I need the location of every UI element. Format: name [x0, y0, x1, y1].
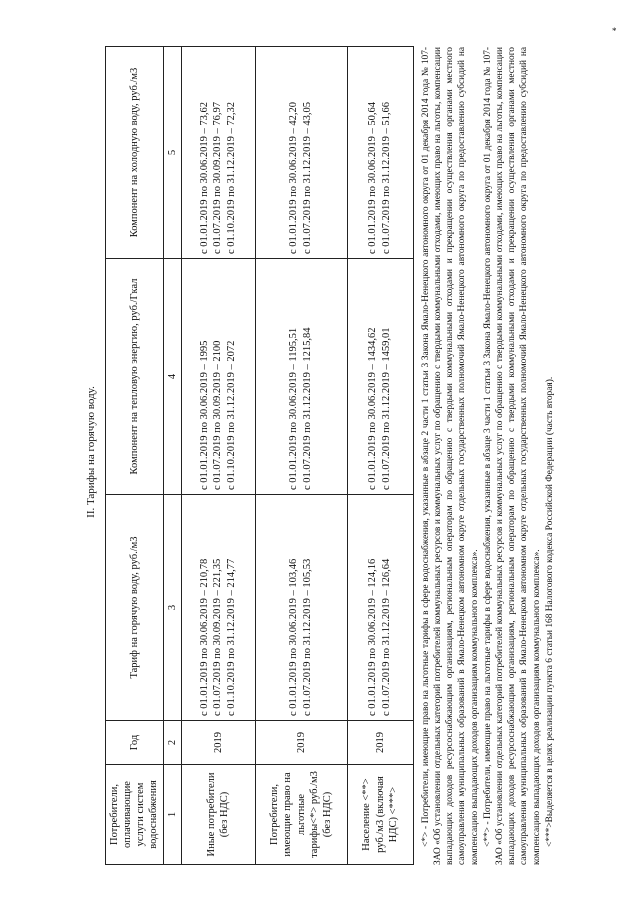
value-line: с 01.01.2019 по 30.06.2019 – 73,62 [198, 101, 210, 254]
cold-water-cell [255, 47, 347, 259]
cold-water-cell [347, 47, 413, 259]
value-line: с 01.10.2019 по 31.12.2019 – 72,32 [225, 101, 237, 254]
value-line: с 01.07.2019 по 31.12.2019 – 105,53 [302, 558, 314, 716]
value-line: с 01.07.2019 по 30.09.2019 – 2100 [212, 340, 224, 490]
column-number: 4 [163, 259, 181, 495]
consumer-cell: Население <**> руб./м3 (включая НДС) <***> [347, 765, 413, 865]
value-line: с 01.01.2019 по 30.06.2019 – 210,78 [198, 558, 210, 716]
rotated-content [85, 37, 555, 867]
value-line: с 01.01.2019 по 30.06.2019 – 103,46 [288, 558, 300, 716]
footnotes [420, 47, 556, 865]
value-line: с 01.01.2019 по 30.06.2019 – 50,64 [367, 101, 379, 254]
column-number: 3 [163, 495, 181, 721]
heat-cell [181, 259, 255, 495]
value-line: с 01.07.2019 по 31.12.2019 – 43,05 [302, 101, 314, 254]
header-hot-water: Тариф на горячую воду, руб./м3 [106, 495, 164, 721]
table-row [181, 47, 255, 865]
column-number: 5 [163, 47, 181, 259]
footnote: <***>Выделяется в целях реализации пункта 6 статьи 168 Налогового кодекса Российской Федерации (часть вторая). [544, 376, 555, 847]
value-line: с 01.07.2019 по 31.12.2019 – 1215,84 [302, 327, 314, 490]
column-number: 2 [163, 721, 181, 765]
tariffs-table [105, 46, 414, 865]
hot-water-cell [255, 495, 347, 721]
value-line: с 01.07.2019 по 30.09.2019 – 221,35 [212, 558, 224, 716]
consumer-cell: Иные потребители (без НДС) [181, 765, 255, 865]
section-title: II. Тарифы на горячую воду. [85, 386, 97, 518]
value-line: с 01.07.2019 по 31.12.2019 – 51,66 [381, 101, 393, 254]
value-line: с 01.01.2019 по 30.06.2019 – 1434,62 [367, 327, 379, 490]
header-consumer: Потребители, оплачивающие услуги систем водоснабжения [106, 765, 164, 865]
hot-water-cell [181, 495, 255, 721]
header-cold-water: Компонент на холодную воду, руб./м3 [106, 47, 164, 259]
header-heat: Компонент на тепловую энергию, руб./Гкал [106, 259, 164, 495]
value-line: с 01.07.2019 по 31.12.2019 – 1459,01 [381, 327, 393, 490]
heat-cell [347, 259, 413, 495]
value-line: с 01.01.2019 по 30.06.2019 – 42,20 [288, 101, 300, 254]
year-cell: 2019 [181, 721, 255, 765]
header-row [106, 47, 164, 865]
column-number: 1 [163, 765, 181, 865]
consumer-cell: Потребители, имеющие право на льготные тарифы<*> руб./м3 (без НДС) [255, 765, 347, 865]
table-row [255, 47, 347, 865]
cold-water-cell [181, 47, 255, 259]
footnote: <*> - Потребители, имеющие право на льготные тарифы в сфере водоснабжения, указанные в абзаце 2 части 1 статьи 3 Закона Ямало-Ненецкого автономного округа от 01 декабря 2014 года № 107-ЗАО «Об установлении отдельных категорий потребителей коммунальных ресурсов и коммунальных услуг по обращению с твердыми коммунальными отходами, имеющих право на льготы, компенсации выпадающих доходов ресурсоснабжающим организациям, региональным операторам по обращению с твердыми коммунальными отходами и прекращении осуществления органами местного самоуправления муниципальных образований в Ямало-Ненецком автономном округе отдельных государственных полномочий Ямало-Ненецкого автономного округа по предоставлению субсидий на компенсацию выпадающих доходов организациям коммунального комплекса». [420, 47, 480, 865]
hot-water-cell [347, 495, 413, 721]
year-cell: 2019 [255, 721, 347, 765]
footnote: <**> - Потребители, имеющие право на льготные тарифы в сфере водоснабжения, указанные в абзаце 3 части 1 статьи 3 Закона Ямало-Ненецкого автономного округа от 01 декабря 2014 года № 107-ЗАО «Об установлении отдельных категорий потребителей коммунальных ресурсов и коммунальных услуг по обращению с твердыми коммунальными отходами, имеющих право на льготы, компенсации выпадающих доходов ресурсоснабжающим организациям, региональным операторам по обращению с твердыми коммунальными отходами и прекращении осуществления органами местного самоуправления муниципальных образований в Ямало-Ненецком автономном округе отдельных государственных полномочий Ямало-Ненецкого автономного округа по предоставлению субсидий на компенсацию выпадающих доходов организациям коммунального комплекса». [482, 47, 542, 865]
heat-cell [255, 259, 347, 495]
value-line: с 01.01.2019 по 30.06.2019 – 1195,51 [288, 327, 300, 490]
header-year: Год [106, 721, 164, 765]
table-row [347, 47, 413, 865]
value-line: с 01.01.2019 по 30.06.2019 – 124,16 [367, 558, 379, 716]
value-line: с 01.07.2019 по 31.12.2019 – 126,64 [381, 558, 393, 716]
column-number-row [163, 47, 181, 865]
value-line: с 01.10.2019 по 31.12.2019 – 214,77 [225, 558, 237, 716]
value-line: с 01.07.2019 по 30.09.2019 – 76,97 [212, 101, 224, 254]
corner-mark: * [612, 26, 617, 36]
year-cell: 2019 [347, 721, 413, 765]
value-line: с 01.10.2019 по 31.12.2019 – 2072 [225, 340, 237, 490]
value-line: с 01.01.2019 по 30.06.2019 – 1995 [198, 340, 210, 490]
